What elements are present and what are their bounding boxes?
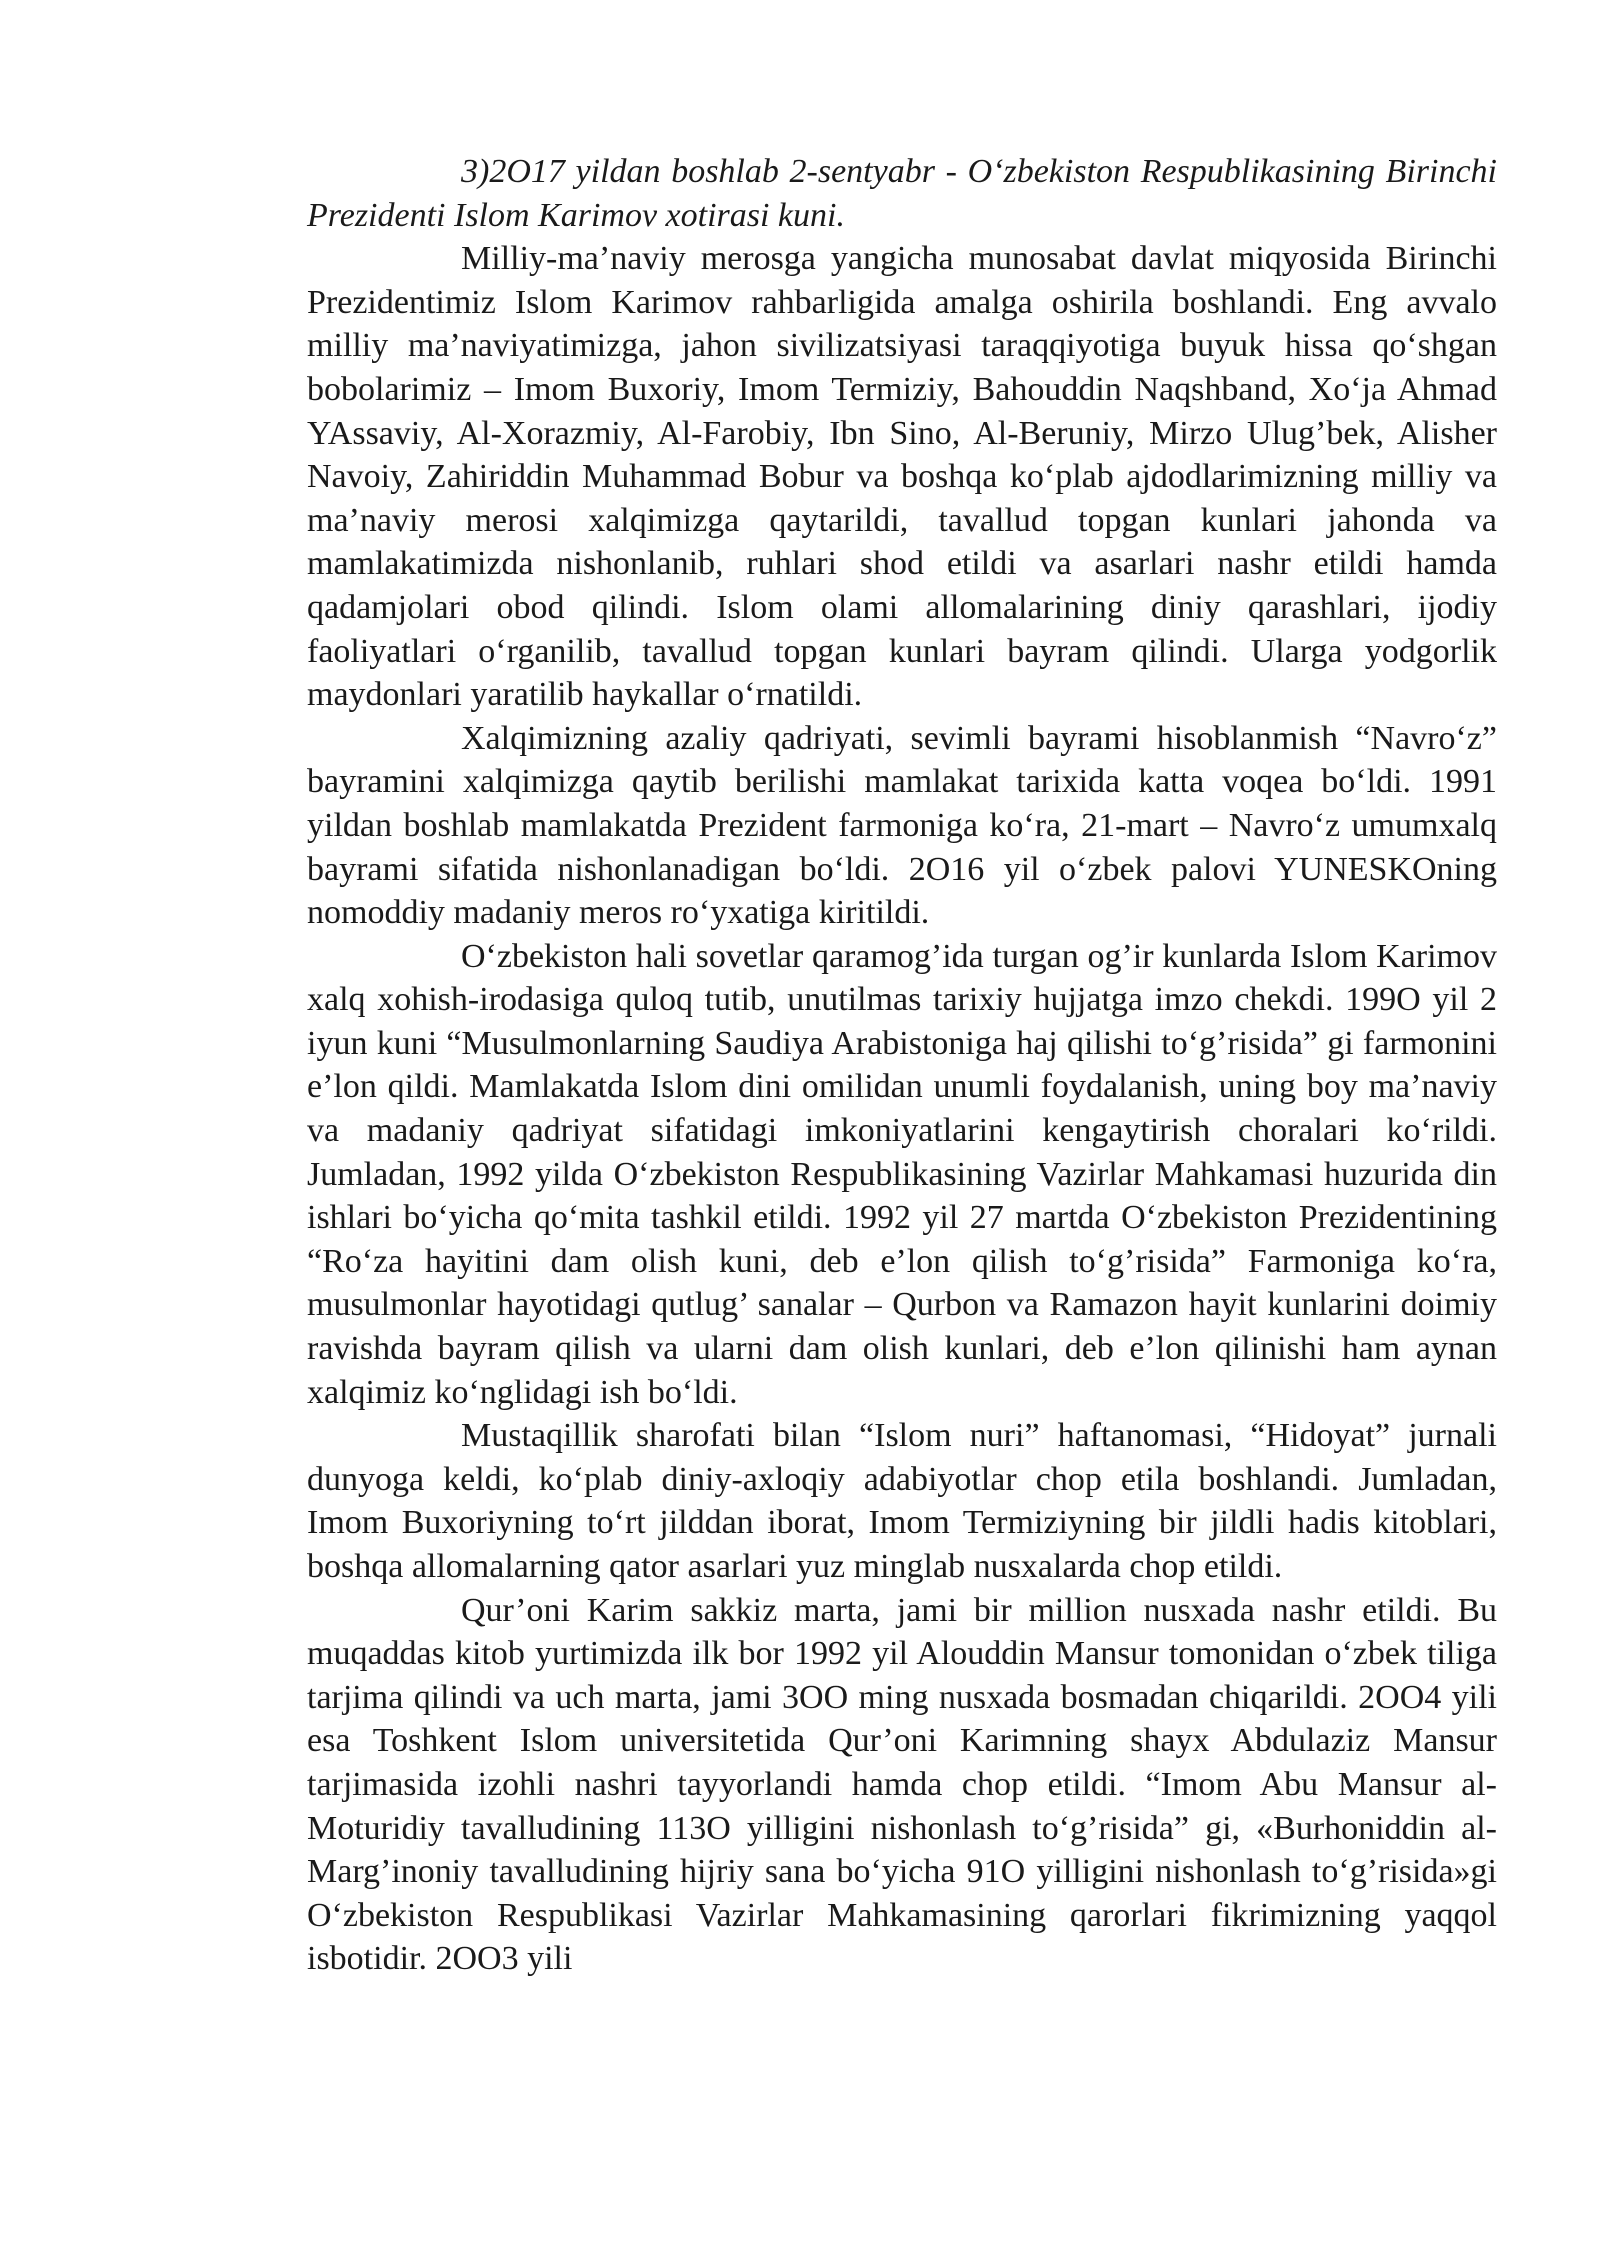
document-page xyxy=(307,150,1497,1981)
paragraph-religious-policy: O‘zbekiston hali sovetlar qaramog’ida turgan og’ir kunlarda Islom Karimov xalq xohish-irodasiga quloq tutib, unutilmas tarixiy hujjatga imzo chekdi. 199O yil 2 iyun kuni “Musulmonlarning Saudiya Arabistoniga haj qilishi to‘g’risida” gi farmonini e’lon qildi. Mamlakatda Islom dini omilidan unumli foydalanish, uning boy ma’naviy va madaniy qadriyat sifatidagi imkoniyatlarini kengaytirish choralari ko‘rildi. Jumladan, 1992 yilda O‘zbekiston Respublikasining Vazirlar Mahkamasi huzurida din ishlari bo‘yicha qo‘mita tashkil etildi. 1992 yil 27 martda O‘zbekiston Prezidentining “Ro‘za hayitini dam olish kuni, deb e’lon qilish to‘g’risida” Farmoniga ko‘ra, musulmonlar hayotidagi qutlug’ sanalar – Qurbon va Ramazon hayit kunlarini doimiy ravishda bayram qilish va ularni dam olish kunlari, deb e’lon qilinishi ham aynan xalqimiz ko‘nglidagi ish bo‘ldi. xyxy=(307,937,1497,1411)
paragraph-navruz: Xalqimizning azaliy qadriyati, sevimli bayrami hisoblanmish “Navro‘z” bayramini xalqimizga qaytib berilishi mamlakat tarixida katta voqea bo‘ldi. 1991 yildan boshlab mamlakatda Prezident farmoniga ko‘ra, 21-mart – Navro‘z umumxalq bayrami sifatida nishonlanadigan bo‘ldi. 2O16 yil o‘zbek palovi YUNESKOning nomoddiy madaniy meros ro‘yxatiga kiritildi. xyxy=(307,719,1497,932)
paragraph-spiritual-heritage: Milliy-ma’naviy merosga yangicha munosabat davlat miqyosida Birinchi Prezidentimiz Islom Karimov rahbarligida amalga oshirila boshlandi. Eng avvalo milliy ma’naviyatimizga, jahon sivilizatsiyasi taraqqiyotiga buyuk hissa qo‘shgan bobolarimiz – Imom Buxoriy, Imom Termiziy, Bahouddin Naqshband, Xo‘ja Ahmad YAssaviy, Al-Xorazmiy, Al-Farobiy, Ibn Sino, Al-Beruniy, Mirzo Ulug’bek, Alisher Navoiy, Zahiriddin Muhammad Bobur va boshqa ko‘plab ajdodlarimizning milliy va ma’naviy merosi xalqimizga qaytarildi, tavallud topgan kunlari jahonda va mamlakatimizda nishonlanib, ruhlari shod etildi va asarlari nashr etildi hamda qadamjolari obod qilindi. Islom olami allomalarining diniy qarashlari, ijodiy faoliyatlari o‘rganilib, tavallud topgan kunlari bayram qilindi. Ularga yodgorlik maydonlari yaratilib haykallar o‘rnatildi. xyxy=(307,240,1497,714)
paragraph-religious-publications: Mustaqillik sharofati bilan “Islom nuri” haftanomasi, “Hidoyat” jurnali dunyoga keldi, ko‘plab diniy-axloqiy adabiyotlar chop etila boshlandi. Jumladan, Imom Buxoriyning to‘rt jilddan iborat, Imom Termiziyning bir jildli hadis kitoblari, boshqa allomalarning qator asarlari yuz minglab nusxalarda chop etildi. xyxy=(307,1417,1497,1585)
paragraph-quran-translations: Qur’oni Karim sakkiz marta, jami bir million nusxada nashr etildi. Bu muqaddas kitob yurtimizda ilk bor 1992 yil Alouddin Mansur tomonidan o‘zbek tiliga tarjima qilindi va uch marta, jami 3OO ming nusxada bosmadan chiqarildi. 2OO4 yili esa Toshkent Islom universitetida Qur’oni Karimning shayx Abdulaziz Mansur tarjimasida izohli nashri tayyorlandi hamda chop etildi. “Imom Abu Mansur al-Moturidiy tavalludining 113O yilligini nishonlash to‘g’risida” gi, «Burhoniddin al-Marg’inoniy tavalludining hijriy sana bo‘yicha 91O yilligini nishonlash to‘g’risida»gi O‘zbekiston Respublikasi Vazirlar Mahkamasining qarorlari fikrimizning yaqqol isbotidir. 2OO3 yili xyxy=(307,1591,1497,1978)
paragraph-commemoration-date: 3)2O17 yildan boshlab 2-sentyabr - O‘zbekiston Respublikasining Birinchi Prezidenti Islom Karimov xotirasi kuni. xyxy=(307,153,1497,234)
